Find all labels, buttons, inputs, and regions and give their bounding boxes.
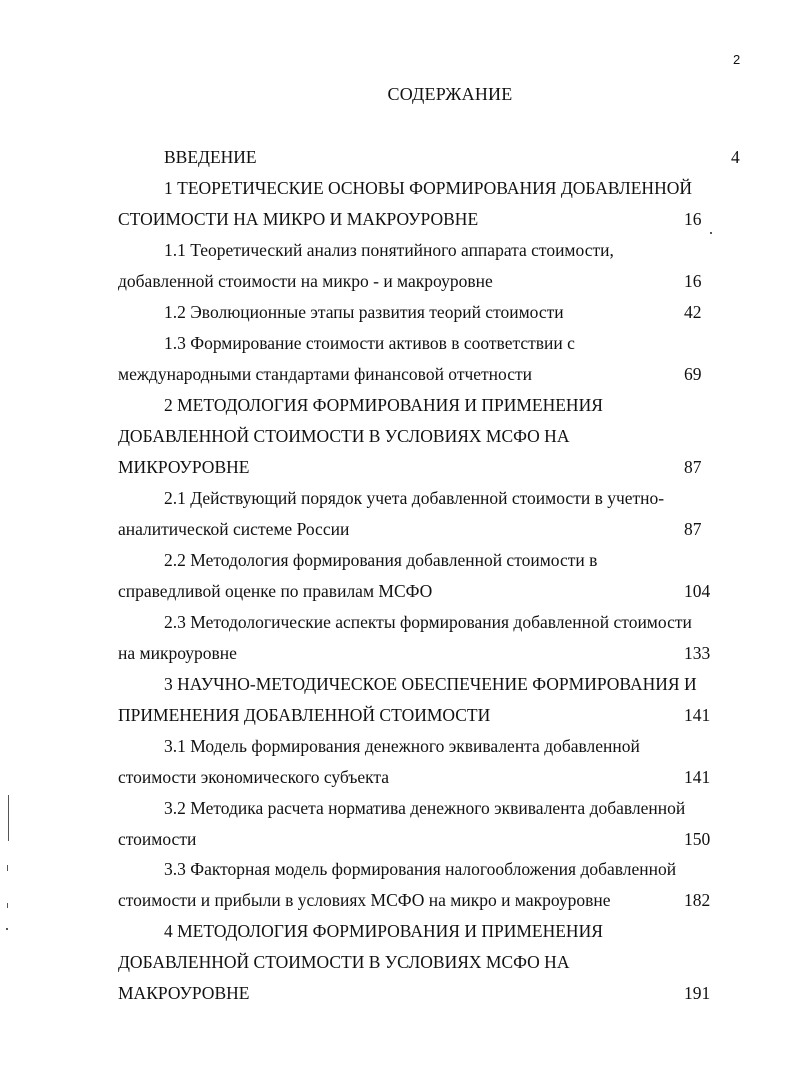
toc-entry-line: 3.3 Факторная модель формирования налогообложения добавленной <box>164 859 677 879</box>
toc-entry-line: ДОБАВЛЕННОЙ СТОИМОСТИ В УСЛОВИЯХ МСФО НА <box>118 426 570 446</box>
toc-entry-line: 3 НАУЧНО-МЕТОДИЧЕСКОЕ ОБЕСПЕЧЕНИЕ ФОРМИРОВАНИЯ И <box>164 674 697 694</box>
toc-entry-line: международными стандартами финансовой отчетности <box>118 364 533 384</box>
toc-entry-line: стоимости и прибыли в условиях МСФО на микро и макроуровне <box>118 890 611 910</box>
toc-entry-page: 141 <box>684 705 711 725</box>
toc-entry-page: 4 <box>731 147 740 167</box>
toc-entry-line: 1.2 Эволюционные этапы развития теорий стоимости <box>164 302 564 322</box>
toc-entry-line: 2 МЕТОДОЛОГИЯ ФОРМИРОВАНИЯ И ПРИМЕНЕНИЯ <box>164 395 603 415</box>
toc-entry-page: 16 <box>684 271 702 291</box>
toc-entry-line: стоимости <box>118 829 197 849</box>
toc-entry-page: 87 <box>684 457 702 477</box>
scan-artifact <box>710 232 712 234</box>
toc-entry-page: 104 <box>684 581 711 601</box>
toc-entry-line: 3.2 Методика расчета норматива денежного эквивалента добавленной <box>164 798 686 818</box>
toc-entry-line: справедливой оценке по правилам МСФО <box>118 581 433 601</box>
toc-entry-page: 150 <box>684 829 711 849</box>
page-title: СОДЕРЖАНИЕ <box>387 84 513 104</box>
toc-entry-line: МАКРОУРОВНЕ <box>118 983 250 1003</box>
toc-entry-page: 16 <box>684 209 702 229</box>
toc-entry-page: 42 <box>684 302 702 322</box>
toc-entry-page: 87 <box>684 519 702 539</box>
toc-entry-line: аналитической системе России <box>118 519 350 539</box>
scan-artifact <box>7 865 8 871</box>
toc-entry-line: 1.1 Теоретический анализ понятийного аппарата стоимости, <box>164 240 614 260</box>
toc-entry-line: МИКРОУРОВНЕ <box>118 457 250 477</box>
toc-entry-page: 133 <box>684 643 711 663</box>
toc-entry-line: 1 ТЕОРЕТИЧЕСКИЕ ОСНОВЫ ФОРМИРОВАНИЯ ДОБАВЛЕННОЙ <box>164 178 692 198</box>
toc-entry-line: на микроуровне <box>118 643 237 663</box>
toc-entry-line: 4 МЕТОДОЛОГИЯ ФОРМИРОВАНИЯ И ПРИМЕНЕНИЯ <box>164 921 603 941</box>
toc-entry-page: 141 <box>684 767 711 787</box>
toc-entry-page: 69 <box>684 364 702 384</box>
toc-entry-page: 191 <box>684 983 711 1003</box>
toc-entry-line: 2.3 Методологические аспекты формирования добавленной стоимости <box>164 612 692 632</box>
toc-entry-page: 182 <box>684 890 711 910</box>
toc-entry-line: ПРИМЕНЕНИЯ ДОБАВЛЕННОЙ СТОИМОСТИ <box>118 705 491 725</box>
toc-entry-line: 2.2 Методология формирования добавленной стоимости в <box>164 550 598 570</box>
toc-entry-line: ВВЕДЕНИЕ <box>164 147 257 167</box>
scan-artifact <box>8 795 9 841</box>
toc-entry-line: 2.1 Действующий порядок учета добавленной стоимости в учетно- <box>164 488 665 508</box>
toc-entry-line: СТОИМОСТИ НА МИКРО И МАКРОУРОВНЕ <box>118 209 479 229</box>
toc-entry-line: стоимости экономического субъекта <box>118 767 390 787</box>
toc-entry-line: 1.3 Формирование стоимости активов в соответствии с <box>164 333 575 353</box>
scan-artifact <box>7 903 8 908</box>
scan-artifact <box>6 928 8 930</box>
page-number: 2 <box>733 52 741 67</box>
toc-entry-line: 3.1 Модель формирования денежного эквивалента добавленной <box>164 736 640 756</box>
toc-entry-line: добавленной стоимости на микро - и макроуровне <box>118 271 493 291</box>
toc-entry-line: ДОБАВЛЕННОЙ СТОИМОСТИ В УСЛОВИЯХ МСФО НА <box>118 952 570 972</box>
